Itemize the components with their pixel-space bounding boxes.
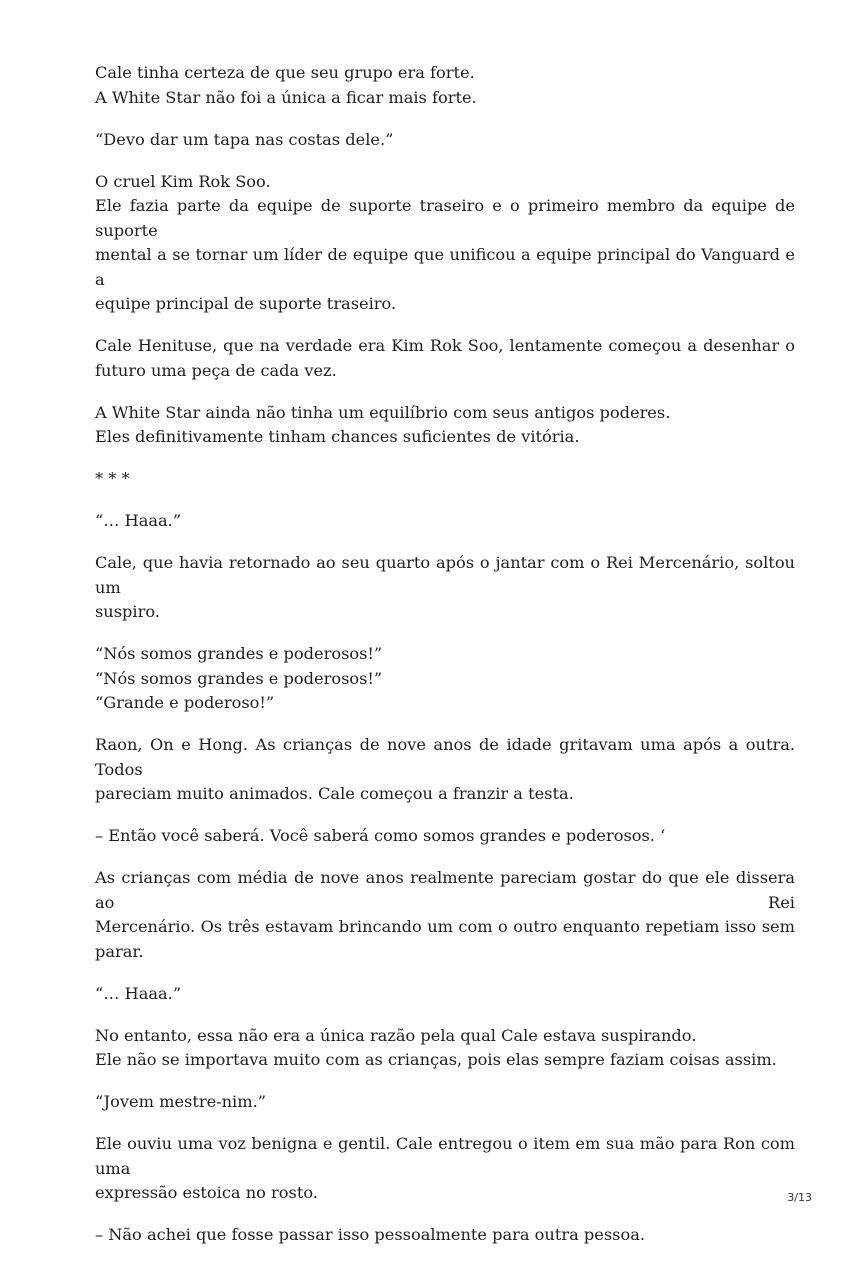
paragraph	[95, 733, 795, 807]
text-line: “… Haaa.”	[95, 983, 182, 1003]
text-line: futuro uma peça de cada vez.	[95, 360, 337, 380]
paragraph	[95, 982, 795, 1007]
text-line: Cale tinha certeza de que seu grupo era forte.	[95, 63, 475, 82]
paragraph	[95, 1024, 795, 1073]
paragraph	[95, 1132, 795, 1206]
paragraph	[95, 642, 795, 716]
text-line: A White Star não foi a única a ficar mais forte.	[95, 87, 477, 107]
paragraph	[95, 824, 795, 849]
text-line: Mercenário. Os três estavam brincando um com o outro enquanto repetiam isso sem	[95, 917, 795, 936]
text-line: Cale Henituse, que na verdade era Kim Rok Soo, lentamente começou a desenhar o	[95, 336, 795, 355]
text-line: No entanto, essa não era a única razão pela qual Cale estava suspirando.	[95, 1025, 697, 1045]
text-line: “Devo dar um tapa nas costas dele.”	[95, 129, 394, 149]
text-line: – Não achei que fosse passar isso pessoalmente para outra pessoa.	[95, 1225, 645, 1244]
text-line: “Nós somos grandes e poderosos!”	[95, 668, 383, 688]
text-line: Eles definitivamente tinham chances suficientes de vitória.	[95, 427, 580, 446]
text-line: Ele fazia parte da equipe de suporte traseiro e o primeiro membro da equipe de suporte	[95, 196, 795, 240]
text-line: Raon, On e Hong. As crianças de nove anos de idade gritavam uma após a outra. Todos	[95, 735, 795, 779]
paragraph	[95, 170, 795, 317]
text-line: expressão estoica no rosto.	[95, 1183, 318, 1202]
text-line: As crianças com média de nove anos realmente pareciam gostar do que ele dissera ao Rei	[95, 868, 795, 912]
paragraph	[95, 334, 795, 383]
text-line: * * *	[95, 469, 130, 488]
text-line: equipe principal de suporte traseiro.	[95, 294, 397, 313]
text-line: “… Haaa.”	[95, 511, 182, 530]
text-line: A White Star ainda não tinha um equilíbrio com seus antigos poderes.	[95, 402, 671, 422]
text-line: parar.	[95, 941, 144, 961]
paragraph	[95, 1223, 795, 1248]
text-line: – Então você saberá. Você saberá como somos grandes e poderosos. ‘	[95, 826, 666, 845]
text-line: Ele ouviu uma voz benigna e gentil. Cale entregou o item em sua mão para Ron com uma	[95, 1134, 795, 1178]
text-line: mental a se tornar um líder de equipe que unificou a equipe principal do Vanguard e a	[95, 245, 795, 289]
paragraph	[95, 509, 795, 534]
paragraph	[95, 1090, 795, 1115]
body-text	[95, 61, 795, 1265]
page-number: 3/13	[787, 1191, 812, 1204]
text-line: “Grande e poderoso!”	[95, 693, 275, 712]
text-line: O cruel Kim Rok Soo.	[95, 171, 271, 191]
paragraph	[95, 467, 795, 492]
text-line: pareciam muito animados. Cale começou a franzir a testa.	[95, 784, 574, 803]
paragraph	[95, 401, 795, 450]
paragraph	[95, 866, 795, 964]
paragraph	[95, 61, 795, 110]
text-line: Cale, que havia retornado ao seu quarto após o jantar com o Rei Mercenário, soltou um	[95, 553, 795, 597]
text-line: “Jovem mestre-nim.”	[95, 1092, 267, 1111]
text-line: Ele não se importava muito com as crianças, pois elas sempre faziam coisas assim.	[95, 1050, 777, 1069]
text-line: “Nós somos grandes e poderosos!”	[95, 644, 383, 663]
paragraph	[95, 551, 795, 625]
paragraph	[95, 128, 795, 153]
text-line: suspiro.	[95, 602, 160, 621]
